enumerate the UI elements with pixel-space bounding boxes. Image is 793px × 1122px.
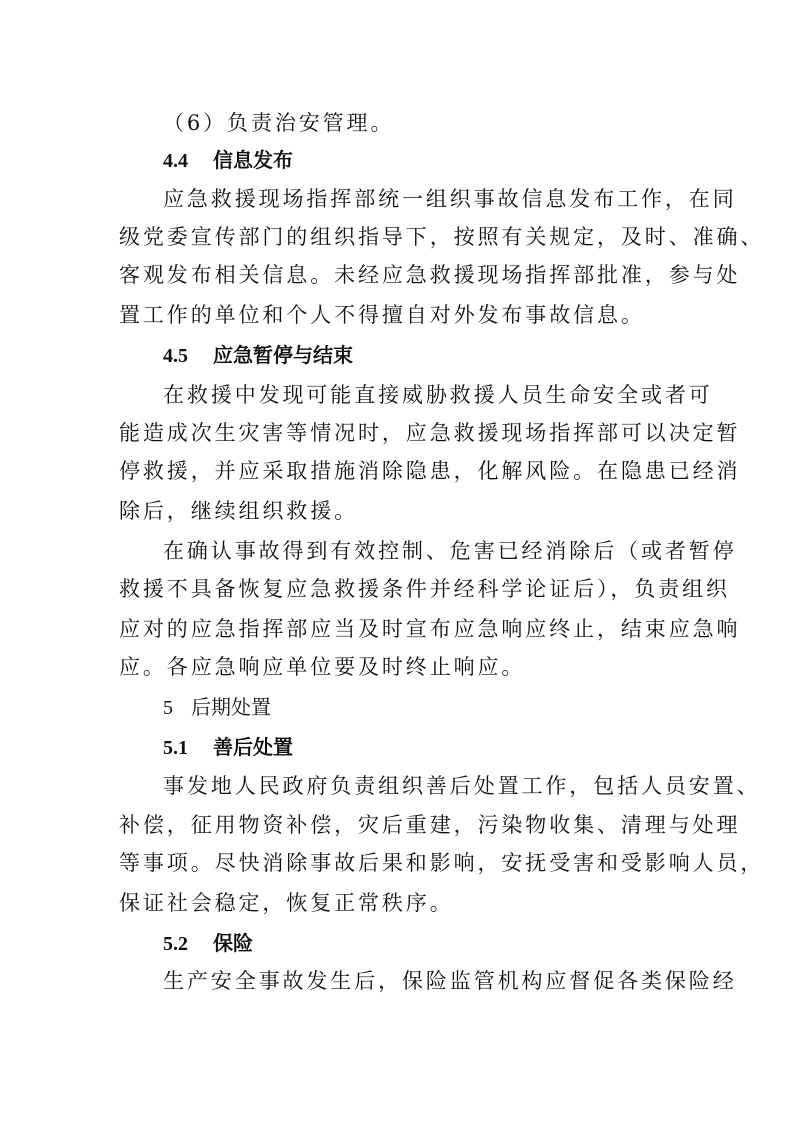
paragraph-line: 除后，继续组织救援。 <box>119 499 358 523</box>
paragraph-line: 在确认事故得到有效控制、危害已经消除后（或者暂停 <box>163 539 737 563</box>
chapter-title: 后期处置 <box>191 695 271 719</box>
paragraph-line: 级党委宣传部门的组织指导下，按照有关规定，及时、准确、 <box>119 225 765 249</box>
chapter-number: 5 <box>163 697 173 719</box>
section-title: 应急暂停与结束 <box>213 343 353 367</box>
paragraph-line: 停救援，并应采取措施消除隐患，化解风险。在隐患已经消 <box>119 459 741 483</box>
section-number: 4.4 <box>163 150 188 172</box>
paragraph-line: 能造成次生灾害等情况时，应急救援现场指挥部可以决定暂 <box>119 421 741 445</box>
paragraph-line: 客观发布相关信息。未经应急救援现场指挥部批准，参与处 <box>119 263 741 287</box>
paragraph-line: （6）负责治安管理。 <box>163 111 395 135</box>
chapter-heading-5 <box>163 692 723 722</box>
paragraph-line: 补偿，征用物资补偿，灾后重建，污染物收集、清理与处理 <box>119 813 741 837</box>
paragraph-line: 救援不具备恢复应急救援条件并经科学论证后），负责组织 <box>119 577 730 601</box>
section-title: 保险 <box>213 931 253 955</box>
section-number: 5.2 <box>163 933 188 955</box>
paragraph-line: 应。各应急响应单位要及时终止响应。 <box>119 655 526 679</box>
paragraph-line: 应急救援现场指挥部统一组织事故信息发布工作，在同 <box>163 187 737 211</box>
section-heading-4-5 <box>163 340 723 370</box>
section-number: 4.5 <box>163 345 188 367</box>
paragraph-line: 事发地人民政府负责组织善后处置工作，包括人员安置、 <box>163 774 761 798</box>
paragraph-line: 保证社会稳定，恢复正常秩序。 <box>119 891 454 915</box>
section-heading-4-4 <box>163 145 723 175</box>
paragraph-line: 应对的应急指挥部应当及时宣布应急响应终止，结束应急响 <box>119 617 741 641</box>
section-heading-5-2 <box>163 928 723 958</box>
paragraph-line: 等事项。尽快消除事故后果和影响，安抚受害和受影响人员， <box>119 851 765 875</box>
section-title: 信息发布 <box>213 148 293 172</box>
paragraph-line: 在救援中发现可能直接威胁救援人员生命安全或者可 <box>163 383 713 407</box>
section-number: 5.1 <box>163 737 188 759</box>
section-title: 善后处置 <box>213 735 293 759</box>
paragraph-line: 置工作的单位和个人不得擅自对外发布事故信息。 <box>119 303 645 327</box>
paragraph-line: 生产安全事故发生后，保险监管机构应督促各类保险经 <box>163 969 737 993</box>
section-heading-5-1 <box>163 732 723 762</box>
